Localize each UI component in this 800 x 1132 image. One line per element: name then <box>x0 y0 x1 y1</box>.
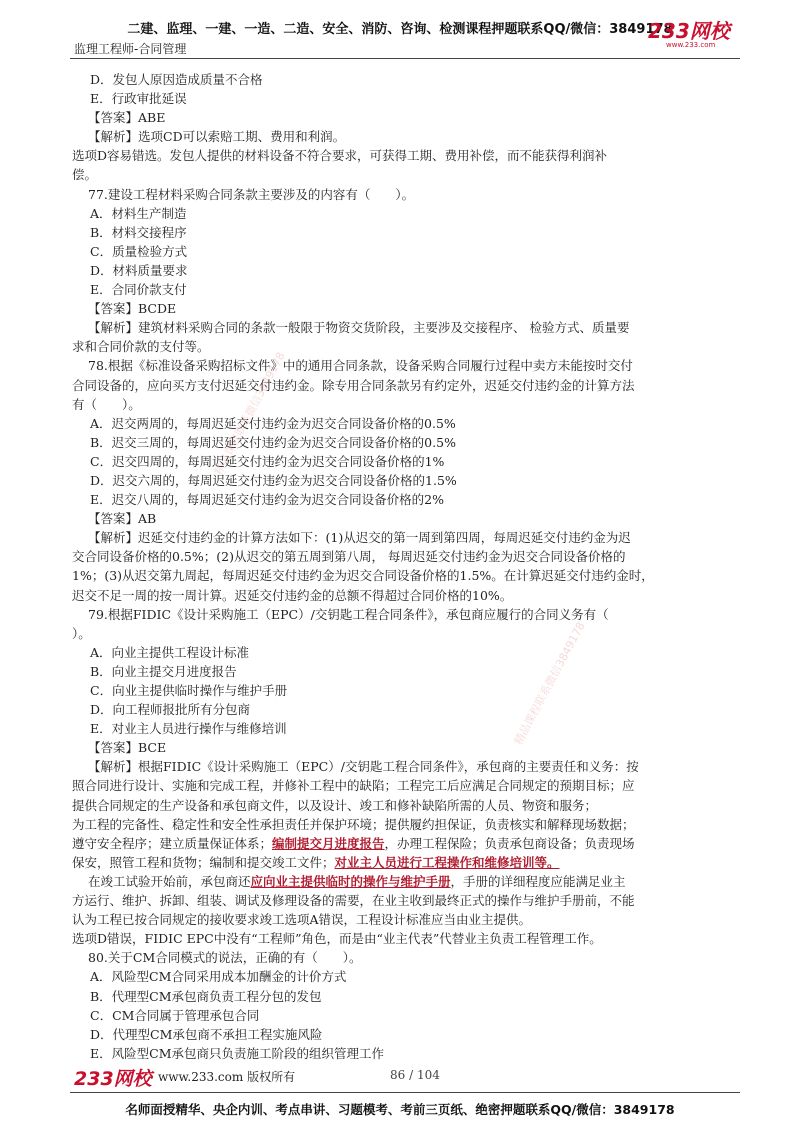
text-segment: 遵守安全程序；建立质量保证体系； <box>72 835 273 851</box>
text-segment: C．CM合同属于管理承包合同 <box>90 1007 260 1023</box>
text-segment: 偿。 <box>72 167 98 183</box>
text-line <box>72 929 728 948</box>
text-segment: A．向业主提供工程设计标准 <box>90 644 250 660</box>
text-line <box>88 299 728 318</box>
text-line <box>88 872 728 891</box>
text-segment: A．材料生产制造 <box>90 205 187 221</box>
highlight-text: 对业主人员进行工程操作和维修培训等。 <box>334 854 560 870</box>
text-segment: D．材料质量要求 <box>90 262 188 278</box>
text-line <box>88 242 728 261</box>
footer-copyright: www.233.com 版权所有 <box>158 1070 296 1084</box>
text-segment: A．迟交两周的，每周迟延交付违约金为迟交合同设备价格的0.5% <box>90 415 456 431</box>
text-line <box>88 605 728 624</box>
text-segment: D．迟交六周的，每周迟延交付违约金为迟交合同设备价格的1.5% <box>90 472 457 488</box>
text-segment: D．向工程师报批所有分包商 <box>90 702 251 718</box>
text-segment: 【答案】BCE <box>88 740 167 756</box>
text-line <box>88 261 728 280</box>
logo-url: www.233.com <box>666 41 716 49</box>
text-line <box>88 681 728 700</box>
text-line <box>88 414 728 433</box>
text-line <box>88 662 728 681</box>
text-line <box>88 223 728 242</box>
text-segment: 方运行、维护、拆卸、组装、调试及修理设备的需要，在业主收到最终正式的操作与维护手册前，不能 <box>72 893 635 909</box>
text-segment: 照合同进行设计、实施和完成工程，并修补工程中的缺陷；工程完工后应满足合同规定的预期目标；应 <box>72 778 635 794</box>
text-segment: 为工程的完备性、稳定性和安全性承担责任并保护环境；提供履约担保证，负责核实和解释现场数据； <box>72 816 635 832</box>
watermark-1: 精品课程联系微信3849178 <box>211 349 288 478</box>
text-segment: 77.建设工程材料采购合同条款主要涉及的内容有（ ）。 <box>88 186 415 202</box>
text-line <box>88 1025 728 1044</box>
text-line <box>72 891 728 910</box>
document-body <box>72 70 728 1063</box>
text-segment: E．迟交八周的，每周迟延交付违约金为迟交合同设备价格的2% <box>90 492 444 508</box>
text-line <box>88 356 728 375</box>
text-segment: 提供合同规定的生产设备和承包商文件，以及设计、竣工和修补缺陷所需的人员、物资和服务； <box>72 797 598 813</box>
footer-divider <box>70 1092 740 1093</box>
text-segment: 保安，照管工程和货物；编制和提交竣工文件； <box>72 854 335 870</box>
text-segment: B．代理型CM承包商负责工程分包的发包 <box>90 988 322 1004</box>
text-line <box>72 834 728 853</box>
text-line <box>88 757 728 776</box>
text-line <box>88 185 728 204</box>
text-segment: 认为工程已按合同规定的接收要求竣工选项A错误，工程设计标准应当由业主提供。 <box>72 912 532 928</box>
text-segment: 1%；(3)从迟交第九周起，每周迟延交付违约金为迟交合同设备价格的1.5%。在计算迟延交付违约金时， <box>72 568 654 584</box>
text-segment: 选项D错误，FIDIC EPC中没有“工程师”角色，而是由“业主代表”代替业主负责工程管理工作。 <box>72 931 602 947</box>
text-line <box>88 70 728 89</box>
text-line <box>72 910 728 929</box>
footer-promo: 名师面授精华、央企内训、考点串讲、习题模考、考前三页纸、绝密押题联系QQ/微信：3849178 <box>125 1102 675 1117</box>
text-line <box>88 967 728 986</box>
text-segment: D．代理型CM承包商不承担工程实施风险 <box>90 1026 323 1042</box>
header-promo: 二建、监理、一建、一造、二造、安全、消防、咨询、检测课程押题联系QQ/微信：3849178 <box>127 22 673 37</box>
text-line <box>88 948 728 967</box>
text-segment: ，手册的详细程度应能满足业主 <box>450 873 626 889</box>
page-number: 86 / 104 <box>390 1068 440 1082</box>
text-segment: 【答案】ABE <box>88 110 166 126</box>
text-segment: ，办理工程保险；负责承包商设备；负责现场 <box>384 835 635 851</box>
text-segment: B．迟交三周的，每周迟延交付违约金为迟交合同设备价格的0.5% <box>90 434 456 450</box>
text-segment: 【解析】迟延交付违约金的计算方法如下：(1)从迟交的第一周到第四周，每周迟延交付违约金为迟 <box>88 530 631 546</box>
text-segment: 79.根据FIDIC《设计采购施工（EPC）/交钥匙工程合同条件》，承包商应履行的合同义务有（ <box>88 606 609 622</box>
text-segment: 选项D容易错选。发包人提供的材料设备不符合要求，可获得工期、费用补偿，而不能获得利润补 <box>72 148 608 164</box>
text-line <box>72 337 728 356</box>
text-segment: A．风险型CM合同采用成本加酬金的计价方式 <box>90 969 347 985</box>
brand-logo[interactable] <box>648 20 743 48</box>
text-segment: 合同设备的，应向买方支付迟延交付违约金。除专用合同条款另有约定外，迟延交付违约金的计算方法 <box>72 377 635 393</box>
text-segment: E．行政审批延误 <box>90 91 187 107</box>
text-segment: 求和合同价款的支付等。 <box>72 339 210 355</box>
text-line <box>88 719 728 738</box>
text-segment: 【解析】建筑材料采购合同的条款一般限于物资交货阶段，主要涉及交接程序、 检验方式、质量要 <box>88 320 630 336</box>
text-segment: C．向业主提供临时操作与维护手册 <box>90 683 288 698</box>
text-line <box>72 146 728 165</box>
text-line <box>72 376 728 395</box>
header-divider <box>70 58 740 59</box>
text-segment: 【答案】AB <box>88 511 157 527</box>
text-segment: C．质量检验方式 <box>90 243 188 259</box>
text-line <box>88 452 728 471</box>
text-line <box>88 204 728 223</box>
text-segment: 【答案】BCDE <box>88 301 177 317</box>
text-segment: 在竣工试验开始前，承包商还 <box>88 873 251 889</box>
text-line <box>88 318 728 337</box>
text-line <box>88 108 728 127</box>
text-line <box>72 547 728 566</box>
logo-text: 233网校 <box>648 19 730 43</box>
text-line <box>88 89 728 108</box>
text-segment: 有（ ）。 <box>72 396 141 412</box>
text-line <box>88 280 728 299</box>
text-line <box>88 471 728 490</box>
text-line <box>72 395 728 414</box>
text-segment: B．向业主提交月进度报告 <box>90 663 237 679</box>
footer-logo[interactable]: 233网校 <box>74 1068 152 1090</box>
text-line <box>88 1006 728 1025</box>
watermark-2: 精品课程联系微信3849178 <box>511 619 588 748</box>
highlight-text: 编制提交月进度报告 <box>272 835 385 851</box>
text-line <box>72 165 728 184</box>
text-segment: D．发包人原因造成质量不合格 <box>90 72 263 87</box>
text-line <box>72 776 728 795</box>
text-segment: C．迟交四周的，每周迟延交付违约金为迟交合同设备价格的1% <box>90 453 445 469</box>
text-segment: E．风险型CM承包商只负责施工阶段的组织管理工作 <box>90 1045 384 1061</box>
text-line <box>88 490 728 509</box>
text-segment: E．合同价款支付 <box>90 282 187 298</box>
text-line <box>88 643 728 662</box>
highlight-text: 应向业主提供临时的操作与维护手册 <box>250 873 451 889</box>
text-line <box>72 566 728 585</box>
text-line <box>88 987 728 1006</box>
text-line <box>88 528 728 547</box>
text-line <box>88 509 728 528</box>
text-segment: 78.根据《标准设备采购招标文件》中的通用合同条款，设备采购合同履行过程中卖方未能按时交付 <box>88 358 633 374</box>
text-segment: ）。 <box>72 625 91 641</box>
text-segment: 80.关于CM合同模式的说法，正确的有（ ）。 <box>88 950 362 966</box>
document-subtitle: 监理工程师-合同管理 <box>74 42 187 56</box>
text-line <box>72 815 728 834</box>
text-line <box>72 853 728 872</box>
text-line <box>88 700 728 719</box>
text-line <box>72 586 728 605</box>
text-line <box>88 738 728 757</box>
text-line <box>88 433 728 452</box>
text-segment: B．材料交接程序 <box>90 224 187 240</box>
text-segment: 【解析】根据FIDIC《设计采购施工（EPC）/交钥匙工程合同条件》，承包商的主要责任和义务：按 <box>88 759 639 775</box>
text-segment: E．对业主人员进行操作与维修培训 <box>90 721 287 737</box>
text-segment: 迟交不足一周的按一周计算。迟延交付违约金的总额不得超过合同价格的10%。 <box>72 587 513 603</box>
text-segment: 【解析】选项CD可以索赔工期、费用和利润。 <box>88 129 346 145</box>
text-line <box>72 624 728 643</box>
text-line <box>72 796 728 815</box>
text-line <box>88 1044 728 1063</box>
text-segment: 交合同设备价格的0.5%；(2)从迟交的第五周到第八周， 每周迟延交付违约金为迟交合同设备价格的 <box>72 549 626 565</box>
text-line <box>88 127 728 146</box>
